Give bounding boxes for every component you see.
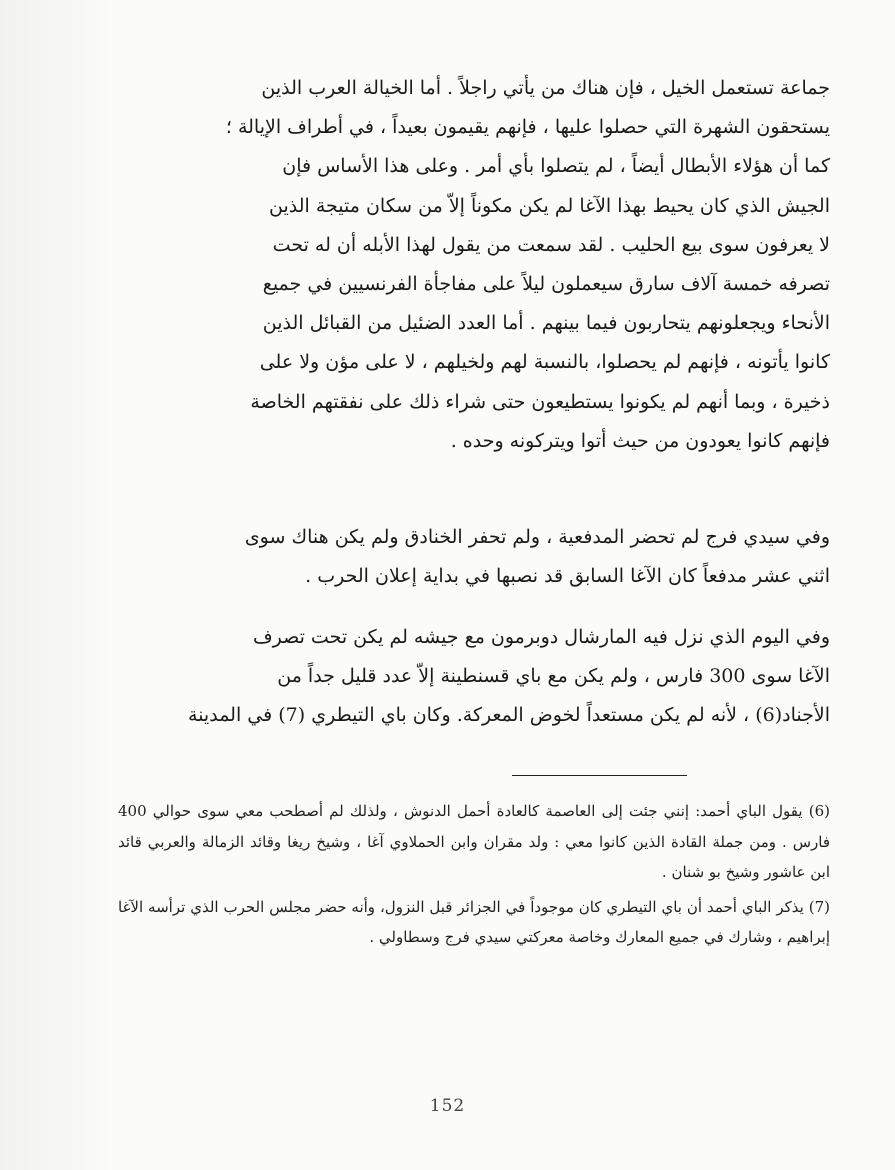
text-line: كانوا يأتونه ، فإنهم لم يحصلوا، بالنسبة لهم ولخيلهم ، لا على مؤن ولا على xyxy=(259,351,830,374)
text-line: تصرفه خمسة آلاف سارق سيعملون ليلاً على مفاجأة الفرنسيين في جميع xyxy=(262,273,830,296)
text-line: يستحقون الشهرة التي حصلوا عليها ، فإنهم يقيمون بعيداً ، في أطراف الإيالة ؛ xyxy=(225,116,830,139)
footnote-7: (7) يذكر الباي أحمد أن باي التيطري كان موجوداً في الجزائر قبل النزول، وأنه حضر مجلس الحرب الذي ترأسه الآغا إبراهيم ، وشارك في جميع المعارك وخاصة معركتي سيدي فرج وسطاولي . xyxy=(118,897,830,946)
text-line: لا يعرفون سوى بيع الحليب . لقد سمعت من يقول لهذا الأبله أن له تحت xyxy=(272,233,830,256)
text-line: ذخيرة ، وبما أنهم لم يكونوا يستطيعون حتى شراء ذلك على نفقتهم الخاصة xyxy=(250,390,830,413)
text-line: اثني عشر مدفعاً كان الآغا السابق قد نصبها في بداية إعلان الحرب . xyxy=(305,565,830,588)
text-line: الأجناد(6) ، لأنه لم يكن مستعداً لخوض المعركة. وكان باي التيطري (7) في المدينة xyxy=(188,704,830,727)
text-line: وفي اليوم الذي نزل فيه المارشال دوبرمون مع جيشه لم يكن تحت تصرف xyxy=(252,626,830,648)
footnotes xyxy=(118,796,830,953)
text-line: كما أن هؤلاء الأبطال أيضاً ، لم يتصلوا بأي أمر . وعلى هذا الأساس فإن xyxy=(282,155,830,178)
text-line: وفي سيدي فرج لم تحضر المدفعية ، ولم تحفر الخنادق ولم يكن هناك سوى xyxy=(244,526,830,548)
paragraph-2 xyxy=(118,518,830,596)
text-line: جماعة تستعمل الخيل ، فإن هناك من يأتي راجلاً . أما الخيالة العرب الذين xyxy=(261,77,830,99)
footnote-6: (6) يقول الباي أحمد: إنني جئت إلى العاصمة كالعادة أحمل الدنوش ، ولذلك لم أصطحب معي سوى حوالي 400 فارس . ومن جملة القادة الذين كانوا معي : ولد مقران وابن الحملاوي آغا ، وشيخ ريغا وقائد الزمالة والعربي قائد ابن عاشور وشيخ بو شنان . xyxy=(118,802,830,881)
scan-shadow xyxy=(0,0,112,1170)
paragraph-3 xyxy=(118,618,830,736)
page-number: 152 xyxy=(429,1096,466,1116)
paragraph-1 xyxy=(118,69,830,461)
text-line: فإنهم كانوا يعودون من حيث أتوا ويتركونه وحده . xyxy=(450,429,830,452)
footnote-divider xyxy=(512,775,687,776)
text-line: الأنحاء ويجعلونهم يتحاربون فيما بينهم . أما العدد الضئيل من القبائل الذين xyxy=(262,312,830,335)
text-line: الجيش الذي كان يحيط بهذا الآغا لم يكن مكوناً إلاّ من سكان متيجة الذين xyxy=(268,194,830,217)
text-line: الآغا سوى 300 فارس ، ولم يكن مع باي قسنطينة إلاّ عدد قليل جداً من xyxy=(277,665,830,688)
